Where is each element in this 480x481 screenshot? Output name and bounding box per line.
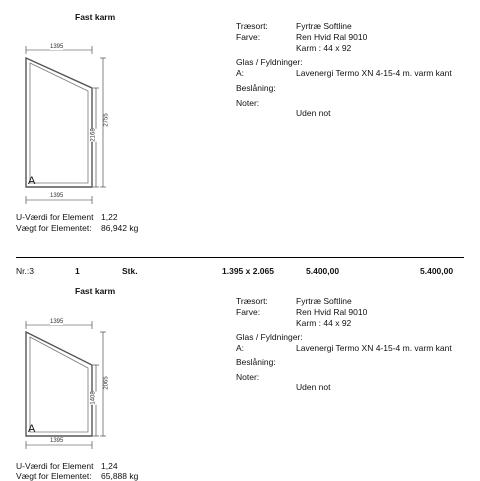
- row-size: 1.395 x 2.065: [222, 266, 274, 276]
- top-width-dim: 1395: [50, 319, 64, 325]
- uvalue-label: U-Værdi for Element: [16, 212, 94, 222]
- pane-label: A: [28, 423, 36, 435]
- traesort-value: Fyrtræ Softline: [296, 21, 352, 31]
- weight-label: Vægt for Elementet:: [16, 471, 92, 481]
- glas-a-label: A:: [236, 343, 245, 353]
- farve-value: Ren Hvid Ral 9010: [296, 32, 368, 42]
- noter-value: Uden not: [296, 382, 331, 392]
- tall-height-dim: 2065: [103, 376, 110, 390]
- weight: 65,888 kg: [101, 471, 139, 481]
- row-unit: Stk.: [122, 266, 138, 276]
- row-total: 5.400,00: [420, 266, 454, 276]
- farve-label: Farve:: [236, 307, 261, 317]
- glas-label: Glas / Fyldninger:: [236, 332, 303, 342]
- uvalue-label: U-Værdi for Element: [16, 461, 94, 471]
- row-qty: 1: [75, 266, 80, 276]
- short-height-dim: 2168: [90, 128, 97, 142]
- pane-label: A: [28, 175, 36, 187]
- traesort-value: Fyrtræ Softline: [296, 296, 352, 306]
- traesort-label: Træsort:: [236, 296, 268, 306]
- tall-height-dim: 2755: [103, 113, 110, 127]
- noter-value: Uden not: [296, 108, 331, 118]
- glas-a-label: A:: [236, 68, 245, 78]
- uvalue: 1,24: [101, 461, 118, 471]
- top-width-dim: 1395: [50, 44, 64, 50]
- karm-value: Karm : 44 x 92: [296, 318, 352, 328]
- glas-label: Glas / Fyldninger:: [236, 57, 303, 67]
- traesort-label: Træsort:: [236, 21, 268, 31]
- weight-label: Vægt for Elementet:: [16, 223, 92, 233]
- weight: 86,942 kg: [101, 223, 139, 233]
- farve-value: Ren Hvid Ral 9010: [296, 307, 368, 317]
- bottom-width-dim: 1395: [50, 438, 64, 444]
- farve-label: Farve:: [236, 32, 261, 42]
- uvalue: 1,22: [101, 212, 118, 222]
- item-title: Fast karm: [75, 12, 116, 22]
- item-title: Fast karm: [75, 286, 116, 296]
- glas-a-value: Lavenergi Termo XN 4-15-4 m. varm kant: [296, 68, 452, 78]
- karm-value: Karm : 44 x 92: [296, 43, 352, 53]
- beslaning-label: Beslåning:: [236, 357, 276, 367]
- short-height-dim: 1408: [90, 391, 97, 405]
- beslaning-label: Beslåning:: [236, 83, 276, 93]
- glas-a-value: Lavenergi Termo XN 4-15-4 m. varm kant: [296, 343, 452, 353]
- noter-label: Noter:: [236, 98, 260, 108]
- bottom-width-dim: 1395: [50, 193, 64, 199]
- row-number: Nr.:3: [16, 266, 34, 276]
- noter-label: Noter:: [236, 372, 260, 382]
- row-price: 5.400,00: [306, 266, 340, 276]
